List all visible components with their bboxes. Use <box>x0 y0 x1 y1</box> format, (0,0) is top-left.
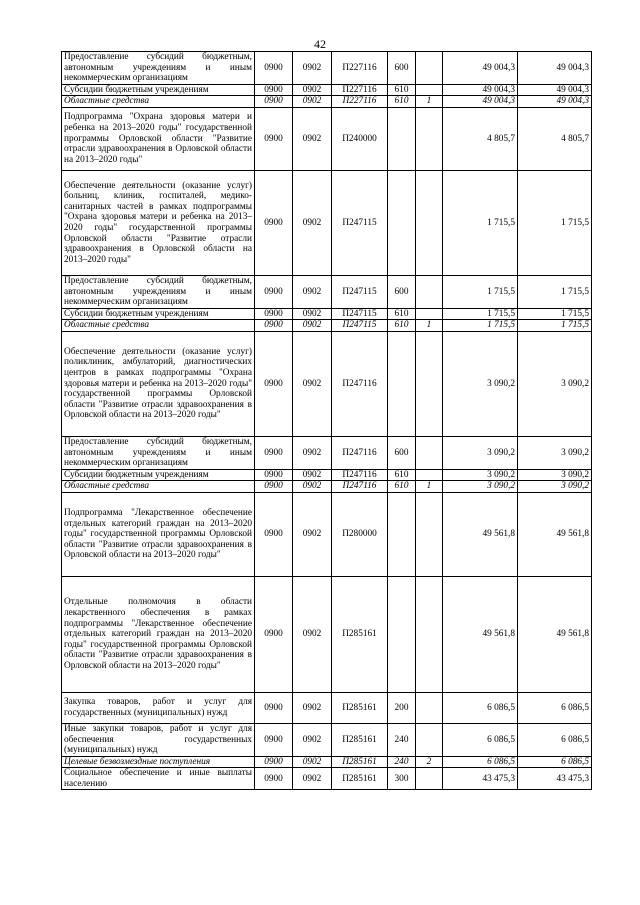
row-section-code: 0900 <box>255 107 293 170</box>
row-target-article: П285161 <box>332 756 388 768</box>
row-expense-type <box>388 576 416 692</box>
row-amount-2: 3 090,2 <box>518 331 592 436</box>
table-row <box>62 275 592 308</box>
row-amount-2: 49 004,3 <box>518 52 592 85</box>
row-target-article: П227116 <box>332 52 388 85</box>
row-section-code: 0900 <box>255 481 293 493</box>
row-target-article: П285161 <box>332 723 388 756</box>
row-expense-type: 600 <box>388 436 416 469</box>
row-name: Предоставление субсидий бюджетным, автономным учреждениям и иным некоммерческим организациям <box>62 275 255 308</box>
row-funding-source <box>416 84 443 96</box>
row-amount-2: 1 715,5 <box>518 275 592 308</box>
page-number: 42 <box>314 37 326 51</box>
row-subsection-code: 0902 <box>293 723 332 756</box>
table-row <box>62 576 592 692</box>
row-section-code: 0900 <box>255 52 293 85</box>
row-expense-type <box>388 331 416 436</box>
row-funding-source <box>416 331 443 436</box>
row-amount-1: 3 090,2 <box>443 481 518 493</box>
row-funding-source <box>416 576 443 692</box>
row-subsection-code: 0902 <box>293 331 332 436</box>
row-amount-1: 49 004,3 <box>443 96 518 108</box>
row-funding-source <box>416 692 443 723</box>
row-amount-1: 1 715,5 <box>443 275 518 308</box>
row-target-article: П247116 <box>332 481 388 493</box>
row-subsection-code: 0902 <box>293 84 332 96</box>
row-name: Подпрограмма "Охрана здоровья матери и ребенка на 2013–2020 годы" государственной программы Орловской области "Развитие отрасли здравоохранения в Орловской области на 2013–2020 годы" <box>62 107 255 170</box>
row-funding-source: 1 <box>416 320 443 332</box>
table-row <box>62 492 592 576</box>
row-section-code: 0900 <box>255 320 293 332</box>
table-row <box>62 481 592 493</box>
row-target-article: П285161 <box>332 768 388 790</box>
row-expense-type: 240 <box>388 723 416 756</box>
row-funding-source <box>416 492 443 576</box>
row-funding-source <box>416 308 443 320</box>
row-target-article: П240000 <box>332 107 388 170</box>
row-section-code: 0900 <box>255 84 293 96</box>
table-row <box>62 84 592 96</box>
row-amount-1: 49 561,8 <box>443 492 518 576</box>
row-section-code: 0900 <box>255 469 293 481</box>
budget-table-body <box>62 52 592 790</box>
table-row <box>62 320 592 332</box>
row-funding-source <box>416 723 443 756</box>
row-section-code: 0900 <box>255 331 293 436</box>
row-expense-type: 240 <box>388 756 416 768</box>
row-section-code: 0900 <box>255 723 293 756</box>
row-target-article: П285161 <box>332 692 388 723</box>
row-amount-2: 49 561,8 <box>518 576 592 692</box>
row-amount-1: 1 715,5 <box>443 308 518 320</box>
row-amount-2: 43 475,3 <box>518 768 592 790</box>
row-target-article: П247115 <box>332 275 388 308</box>
row-amount-2: 1 715,5 <box>518 170 592 275</box>
table-row <box>62 96 592 108</box>
table-row <box>62 692 592 723</box>
row-name: Субсидии бюджетным учреждениям <box>62 308 255 320</box>
row-section-code: 0900 <box>255 275 293 308</box>
row-amount-1: 6 086,5 <box>443 692 518 723</box>
row-amount-1: 49 561,8 <box>443 576 518 692</box>
row-funding-source <box>416 469 443 481</box>
table-row <box>62 768 592 790</box>
row-amount-1: 49 004,3 <box>443 84 518 96</box>
row-subsection-code: 0902 <box>293 469 332 481</box>
row-amount-1: 6 086,5 <box>443 723 518 756</box>
row-funding-source <box>416 275 443 308</box>
row-subsection-code: 0902 <box>293 756 332 768</box>
row-expense-type <box>388 170 416 275</box>
row-subsection-code: 0902 <box>293 96 332 108</box>
table-row <box>62 436 592 469</box>
row-subsection-code: 0902 <box>293 320 332 332</box>
row-subsection-code: 0902 <box>293 275 332 308</box>
row-amount-1: 49 004,3 <box>443 52 518 85</box>
row-amount-1: 1 715,5 <box>443 320 518 332</box>
row-amount-1: 3 090,2 <box>443 436 518 469</box>
row-name: Иные закупки товаров, работ и услуг для обеспечения государственных (муниципальных) нужд <box>62 723 255 756</box>
row-funding-source: 2 <box>416 756 443 768</box>
row-name: Областные средства <box>62 481 255 493</box>
row-amount-2: 49 004,3 <box>518 84 592 96</box>
row-amount-1: 1 715,5 <box>443 170 518 275</box>
row-amount-1: 3 090,2 <box>443 469 518 481</box>
row-amount-2: 1 715,5 <box>518 320 592 332</box>
row-name: Обеспечение деятельности (оказание услуг) больниц, клиник, госпиталей, медико-санитарных частей в рамках подпрограммы "Охрана здоровья матери и ребенка на 2013–2020 годы" государственной программы Орловской области "Развитие отрасли здравоохранения в Орловской области на 2013–2020 годы" <box>62 170 255 275</box>
row-funding-source <box>416 768 443 790</box>
row-funding-source <box>416 52 443 85</box>
row-subsection-code: 0902 <box>293 576 332 692</box>
table-row <box>62 331 592 436</box>
row-subsection-code: 0902 <box>293 170 332 275</box>
budget-table <box>61 51 592 790</box>
row-section-code: 0900 <box>255 756 293 768</box>
table-row <box>62 723 592 756</box>
row-expense-type: 610 <box>388 84 416 96</box>
row-funding-source: 1 <box>416 96 443 108</box>
row-name: Закупка товаров, работ и услуг для государственных (муниципальных) нужд <box>62 692 255 723</box>
row-name: Предоставление субсидий бюджетным, автономным учреждениям и иным некоммерческим организациям <box>62 52 255 85</box>
row-expense-type: 600 <box>388 52 416 85</box>
row-expense-type <box>388 107 416 170</box>
row-subsection-code: 0902 <box>293 436 332 469</box>
row-target-article: П227116 <box>332 84 388 96</box>
row-name: Предоставление субсидий бюджетным, автономным учреждениям и иным некоммерческим организациям <box>62 436 255 469</box>
row-name: Субсидии бюджетным учреждениям <box>62 84 255 96</box>
table-row <box>62 52 592 85</box>
row-name: Подпрограмма "Лекарственное обеспечение отдельных категорий граждан на 2013–2020 годы" государственной программы Орловской области "Развитие отрасли здравоохранения в Орловской области на 2013–2020 годы" <box>62 492 255 576</box>
row-target-article: П285161 <box>332 576 388 692</box>
row-expense-type: 610 <box>388 320 416 332</box>
row-amount-1: 43 475,3 <box>443 768 518 790</box>
row-target-article: П247115 <box>332 308 388 320</box>
row-amount-1: 3 090,2 <box>443 331 518 436</box>
row-name: Отдельные полномочия в области лекарственного обеспечения в рамках подпрограммы "Лекарственное обеспечение отдельных категорий граждан на 2013–2020 годы" государственной программы Орловской области "Развитие отрасли здравоохранения в Орловской области на 2013–2020 годы" <box>62 576 255 692</box>
row-amount-2: 6 086,5 <box>518 723 592 756</box>
row-section-code: 0900 <box>255 768 293 790</box>
row-section-code: 0900 <box>255 308 293 320</box>
row-name: Целевые безвозмездные поступления <box>62 756 255 768</box>
row-section-code: 0900 <box>255 576 293 692</box>
row-amount-2: 1 715,5 <box>518 308 592 320</box>
row-expense-type: 610 <box>388 469 416 481</box>
row-amount-2: 4 805,7 <box>518 107 592 170</box>
row-funding-source <box>416 170 443 275</box>
row-amount-2: 3 090,2 <box>518 436 592 469</box>
row-amount-2: 3 090,2 <box>518 481 592 493</box>
row-target-article: П280000 <box>332 492 388 576</box>
row-name: Обеспечение деятельности (оказание услуг) поликлиник, амбулаторий, диагностических центров в рамках подпрограммы "Охрана здоровья матери и ребенка на 2013–2020 годы" государственной программы Орловской области "Развитие отрасли здравоохранения в Орловской области на 2013–2020 годы" <box>62 331 255 436</box>
row-expense-type: 610 <box>388 481 416 493</box>
row-section-code: 0900 <box>255 436 293 469</box>
row-funding-source: 1 <box>416 481 443 493</box>
row-amount-2: 3 090,2 <box>518 469 592 481</box>
table-row <box>62 756 592 768</box>
row-name: Областные средства <box>62 320 255 332</box>
row-expense-type: 600 <box>388 275 416 308</box>
row-funding-source <box>416 436 443 469</box>
row-target-article: П227116 <box>332 96 388 108</box>
row-expense-type <box>388 492 416 576</box>
row-target-article: П247116 <box>332 331 388 436</box>
row-target-article: П247115 <box>332 170 388 275</box>
row-name: Социальное обеспечение и иные выплаты населению <box>62 768 255 790</box>
row-amount-2: 49 561,8 <box>518 492 592 576</box>
row-subsection-code: 0902 <box>293 692 332 723</box>
row-section-code: 0900 <box>255 492 293 576</box>
row-expense-type: 300 <box>388 768 416 790</box>
row-section-code: 0900 <box>255 96 293 108</box>
row-target-article: П247116 <box>332 436 388 469</box>
row-target-article: П247116 <box>332 469 388 481</box>
table-row <box>62 469 592 481</box>
row-name: Субсидии бюджетным учреждениям <box>62 469 255 481</box>
row-subsection-code: 0902 <box>293 52 332 85</box>
row-amount-2: 6 086,5 <box>518 692 592 723</box>
row-target-article: П247115 <box>332 320 388 332</box>
row-amount-1: 4 805,7 <box>443 107 518 170</box>
table-row <box>62 308 592 320</box>
row-subsection-code: 0902 <box>293 107 332 170</box>
row-subsection-code: 0902 <box>293 308 332 320</box>
row-amount-2: 6 086,5 <box>518 756 592 768</box>
row-funding-source <box>416 107 443 170</box>
row-name: Областные средства <box>62 96 255 108</box>
row-subsection-code: 0902 <box>293 492 332 576</box>
row-section-code: 0900 <box>255 692 293 723</box>
row-expense-type: 610 <box>388 96 416 108</box>
row-expense-type: 610 <box>388 308 416 320</box>
row-subsection-code: 0902 <box>293 768 332 790</box>
row-amount-1: 6 086,5 <box>443 756 518 768</box>
row-section-code: 0900 <box>255 170 293 275</box>
row-expense-type: 200 <box>388 692 416 723</box>
row-subsection-code: 0902 <box>293 481 332 493</box>
table-row <box>62 170 592 275</box>
table-row <box>62 107 592 170</box>
row-amount-2: 49 004,3 <box>518 96 592 108</box>
